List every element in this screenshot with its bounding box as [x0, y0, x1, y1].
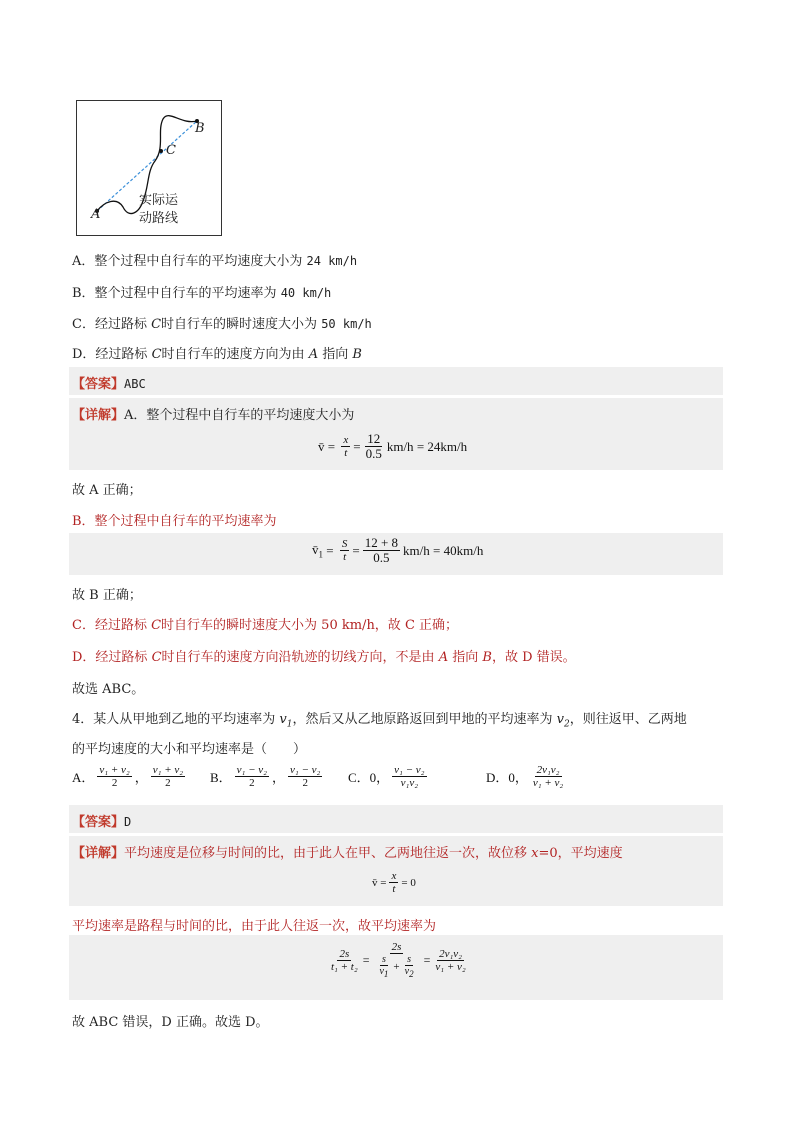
- q3-option-a: A．整个过程中自行车的平均速度大小为 24 km/h: [72, 254, 358, 269]
- q3-detail-a: 【详解】A．整个过程中自行车的平均速度大小为: [72, 408, 355, 423]
- q3-detail-b: B．整个过程中自行车的平均速率为: [72, 514, 277, 529]
- q4-detail-line1: 【详解】平均速度是位移与时间的比，由于此人在甲、乙两地往返一次，故位移 x=0，平均速度: [72, 846, 623, 861]
- q4-stem-line2: 的平均速度的大小和平均速率是（ ）: [72, 742, 307, 757]
- q3-conclusion-a: 故 A 正确；: [72, 483, 142, 498]
- q3-detail-d: D．经过路标 C时自行车的速度方向沿轨迹的切线方向，不是由 A 指向 B，故 D 错误。: [72, 650, 576, 665]
- q3-option-b: B．整个过程中自行车的平均速率为 40 km/h: [72, 286, 332, 301]
- label-c: C: [166, 143, 176, 158]
- q3-conclusion-b: 故 B 正确；: [72, 588, 142, 603]
- q4-option-c: C．0， $\frac{\text{v₁ − v₂}}{\text{v₁v₂}}$: [348, 764, 425, 790]
- q4-option-b: B． $\frac{\text{v₁ − v₂}}{2}$ ， $\frac{\text{v₁ − v₂}}{2}$: [210, 764, 321, 790]
- equation-average-rate: $\frac{2s}{\text{t₁ + t₂}}$ = 2s $\frac{s}{v_1}$ + $\frac{s}{v_2}$ = $\frac{\text{2v₁v₂}}{\text{v₁ + v₂}}$: [331, 941, 466, 980]
- point-c: [159, 149, 163, 153]
- q4-final: 故 ABC 错误，D 正确。故选 D。: [72, 1015, 269, 1030]
- q4-option-a: A． $\frac{\text{v₁ + v₂}}{2}$ ， $\frac{\text{v₁ + v₂}}{2}$: [72, 764, 184, 790]
- equation-zero-velocity: v̄ = $\frac{x}{t}$ = 0: [372, 870, 416, 896]
- path-label-1: 实际运: [139, 193, 179, 208]
- q3-option-d: D．经过路标 C时自行车的速度方向为由 A 指向 B: [72, 347, 362, 362]
- q4-stem-line1: 4．某人从甲地到乙地的平均速率为 $v_1$，然后又从乙地原路返回到甲地的平均速率为 $v_2$，则往返甲、乙两地: [72, 712, 687, 730]
- equation-average-velocity: v̄ = $\frac{x}{t}$ = $\frac{12}{0.5}$ km/h = 24km/h: [318, 431, 468, 462]
- motion-path-figure: [76, 100, 222, 236]
- q3-final: 故选 ABC。: [72, 682, 145, 697]
- q4-detail-line2: 平均速率是路程与时间的比，由于此人往返一次，故平均速率为: [72, 919, 437, 934]
- label-a: A: [91, 207, 101, 222]
- label-b: B: [195, 121, 205, 136]
- path-label-2: 动路线: [139, 211, 179, 226]
- q4-option-d: D．0， $\frac{\text{2v₁v₂}}{\text{v₁ + v₂}}$: [486, 764, 564, 790]
- q3-option-c: C．经过路标 C时自行车的瞬时速度大小为 50 km/h: [72, 317, 372, 332]
- q4-answer: 【答案】D: [72, 815, 132, 830]
- q3-answer-bg: [69, 367, 723, 395]
- q3-detail-c: C．经过路标 C时自行车的瞬时速度大小为 50 km/h，故 C 正确；: [72, 618, 459, 633]
- q4-answer-bg: [69, 805, 723, 833]
- q3-answer: 【答案】ABC: [72, 377, 146, 392]
- equation-average-speed: $v̄_1$ = $\frac{S}{t}$ = $\frac{12 + 8}{0.5}$ km/h = 40km/h: [312, 535, 484, 566]
